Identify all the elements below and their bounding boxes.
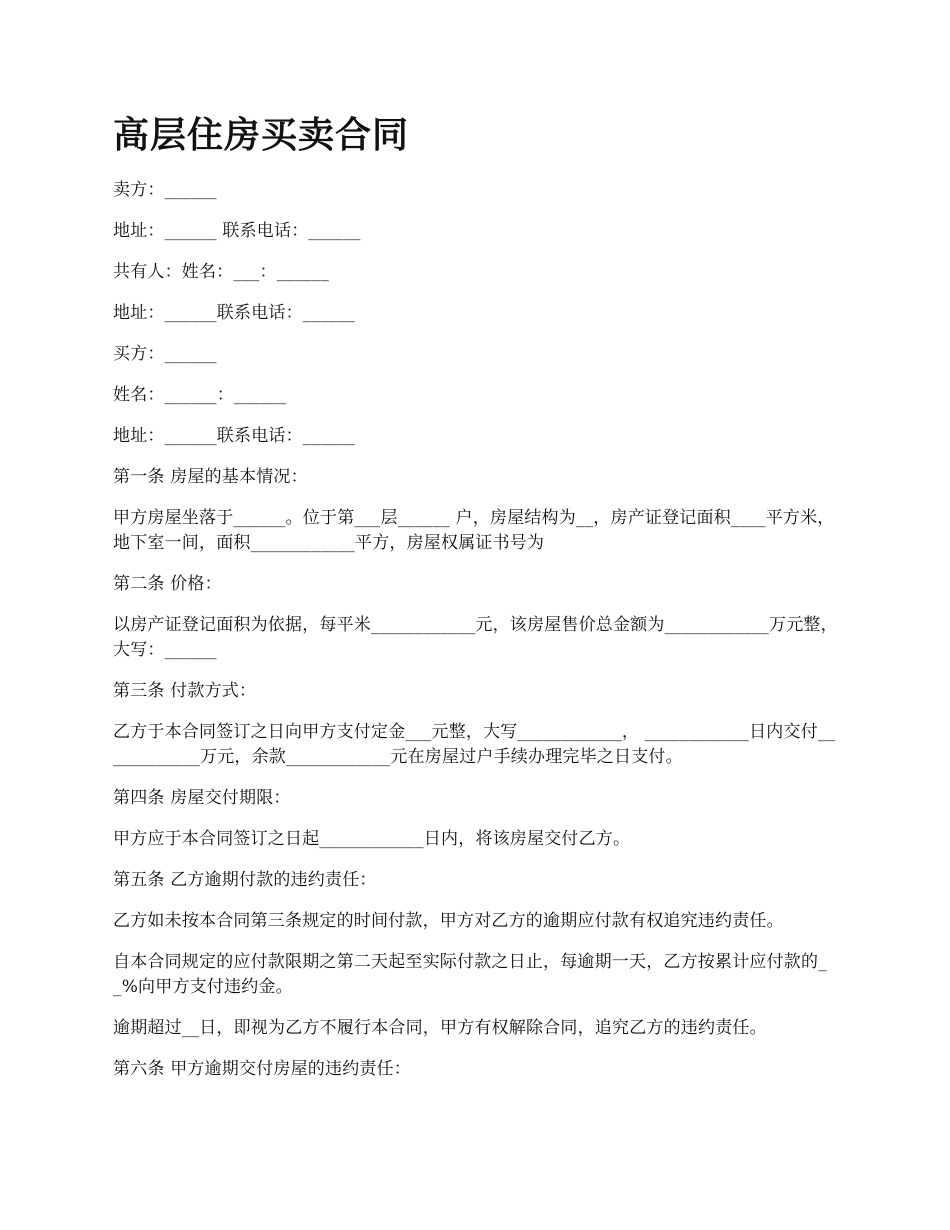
article-1-body: 甲方房屋坐落于______。位于第___层______ 户，房屋结构为__，房产证登记面积____平方米，地下室一间，面积____________平方，房屋权属证书号为 (113, 508, 835, 553)
seller-address-line: 地址：______ 联系电话：______ (113, 221, 361, 241)
article-3-heading: 第三条 付款方式： (113, 681, 257, 701)
article-2-body: 以房产证登记面积为依据，每平米____________元，该房屋售价总金额为____________万元整，大写：______ (113, 615, 838, 660)
buyer-line: 买方：______ (113, 344, 217, 364)
article-5-body-2: 自本合同规定的应付款限期之第二天起至实际付款之日止，每逾期一天，乙方按累计应付款的__%向甲方支付违约金。 (113, 952, 827, 997)
co-owner-address-line: 地址：______联系电话：______ (113, 303, 355, 323)
article-5-heading: 第五条 乙方逾期付款的违约责任： (113, 870, 377, 890)
article-4-heading: 第四条 房屋交付期限： (113, 788, 291, 808)
article-1-heading: 第一条 房屋的基本情况： (113, 467, 308, 487)
seller-line: 卖方：______ (113, 180, 217, 200)
buyer-address-line: 地址：______联系电话：______ (113, 426, 355, 446)
document-body (113, 178, 840, 1098)
buyer-name-line: 姓名：______：______ (113, 385, 287, 405)
article-6-heading: 第六条 甲方逾期交付房屋的违约责任： (113, 1059, 412, 1079)
article-5-body-3: 逾期超过__日，即视为乙方不履行本合同，甲方有权解除合同，追究乙方的违约责任。 (113, 1018, 767, 1038)
co-owner-line: 共有人：姓名：___：______ (113, 262, 329, 282)
article-2-heading: 第二条 价格： (113, 574, 222, 594)
article-4-body: 甲方应于本合同签订之日起____________日内，将该房屋交付乙方。 (113, 829, 631, 849)
article-3-body: 乙方于本合同签订之日向甲方支付定金___元整，大写____________， ____________日内交付____________万元，余款____________元在房屋过户手续办理完毕之日支付。 (113, 722, 836, 767)
document-title: 高层住房买卖合同 (113, 115, 410, 156)
article-5-body-1: 乙方如未按本合同第三条规定的时间付款，甲方对乙方的逾期应付款有权追究违约责任。 (113, 911, 784, 931)
